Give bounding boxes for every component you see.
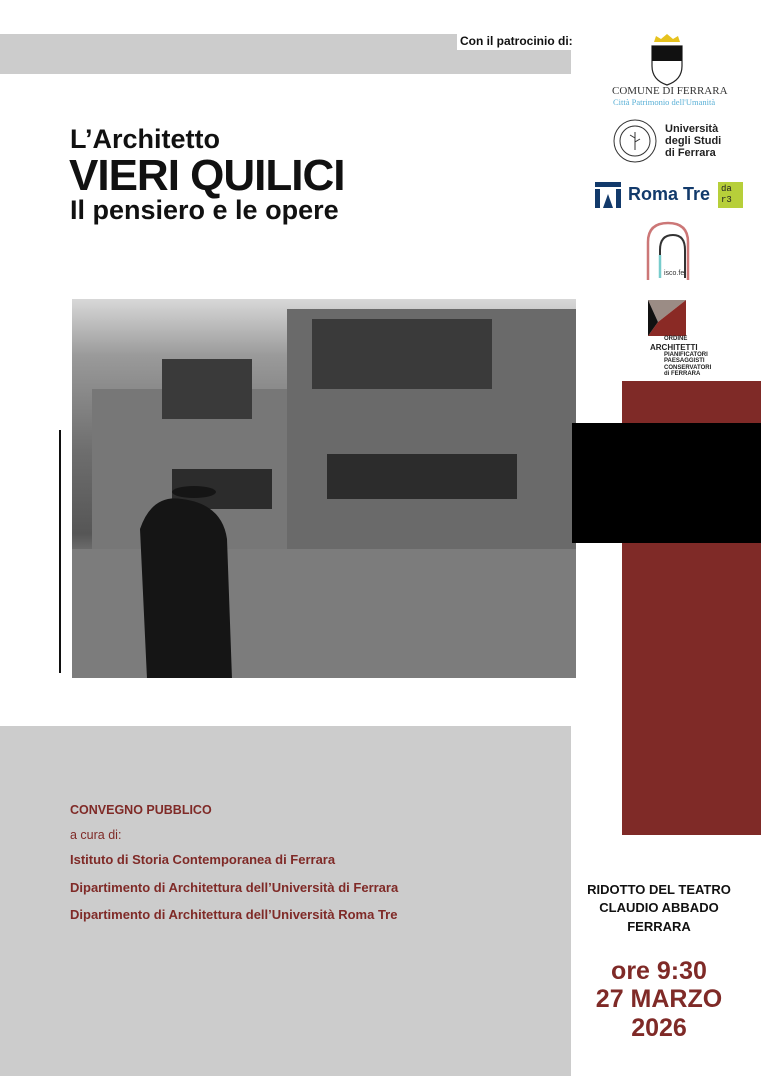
ordine-line: di FERRARA [664, 371, 701, 377]
comune-tagline: Città Patrimonio dell'Umanità [613, 97, 716, 107]
venue-line: RIDOTTO DEL TEATRO [587, 882, 731, 897]
event-date: 27 MARZO [595, 985, 723, 1013]
romatre-logo [595, 181, 745, 209]
curated-by-label: a cura di: [70, 828, 122, 842]
crest-icon [647, 34, 687, 86]
ordine-line: PIANIFICATORI [664, 351, 708, 358]
ordine-line: CONSERVATORI [664, 364, 712, 371]
unife-line: degli Studi [665, 135, 722, 147]
ordine-triangle-icon [648, 300, 686, 336]
black-block [572, 423, 761, 543]
ordine-line: PAESAGGISTI [664, 358, 705, 364]
venue-line: FERRARA [627, 919, 691, 934]
venue-line: CLAUDIO ABBADO [599, 900, 719, 915]
unife-seal-icon [612, 118, 658, 164]
comune-name: COMUNE DI FERRARA [612, 85, 728, 97]
isco-logo [645, 220, 691, 282]
unife-line: Università [665, 123, 719, 135]
organizer: Istituto di Storia Contemporanea di Ferrara [70, 852, 336, 867]
title-line-1: L’Architetto [70, 124, 221, 154]
organizer: Dipartimento di Architettura dell’Università Roma Tre [70, 907, 398, 922]
photo-illustration [72, 299, 576, 678]
building-photo [72, 299, 576, 678]
dara-logo: da r3 [718, 182, 743, 208]
event-year: 2026 [631, 1014, 687, 1042]
ordine-architetti-logo [648, 300, 712, 378]
ordine-line: ARCHITETTI [650, 342, 698, 352]
isco-name: isco.fe [664, 270, 685, 277]
ordine-text [650, 336, 711, 378]
unife-logo [612, 118, 732, 168]
ordine-line: ORDINE [664, 336, 688, 342]
romatre-name: Roma Tre [628, 184, 711, 204]
decorative-line [59, 430, 61, 673]
title-subtitle: Il pensiero e le opere [70, 195, 339, 225]
organizer: Dipartimento di Architettura dell’Università di Ferrara [70, 880, 399, 895]
unife-name [665, 123, 721, 159]
romatre-arch-icon [595, 182, 621, 208]
info-panel [0, 726, 571, 1076]
unife-line: di Ferrara [665, 147, 716, 159]
event-time: ore 9:30 [611, 957, 707, 985]
event-type: CONVEGNO PUBBLICO [70, 803, 212, 817]
title-name: VIERI QUILICI [69, 151, 345, 200]
comune-ferrara-logo [600, 34, 734, 109]
patronage-label: Con il patrocinio di: [457, 34, 571, 50]
